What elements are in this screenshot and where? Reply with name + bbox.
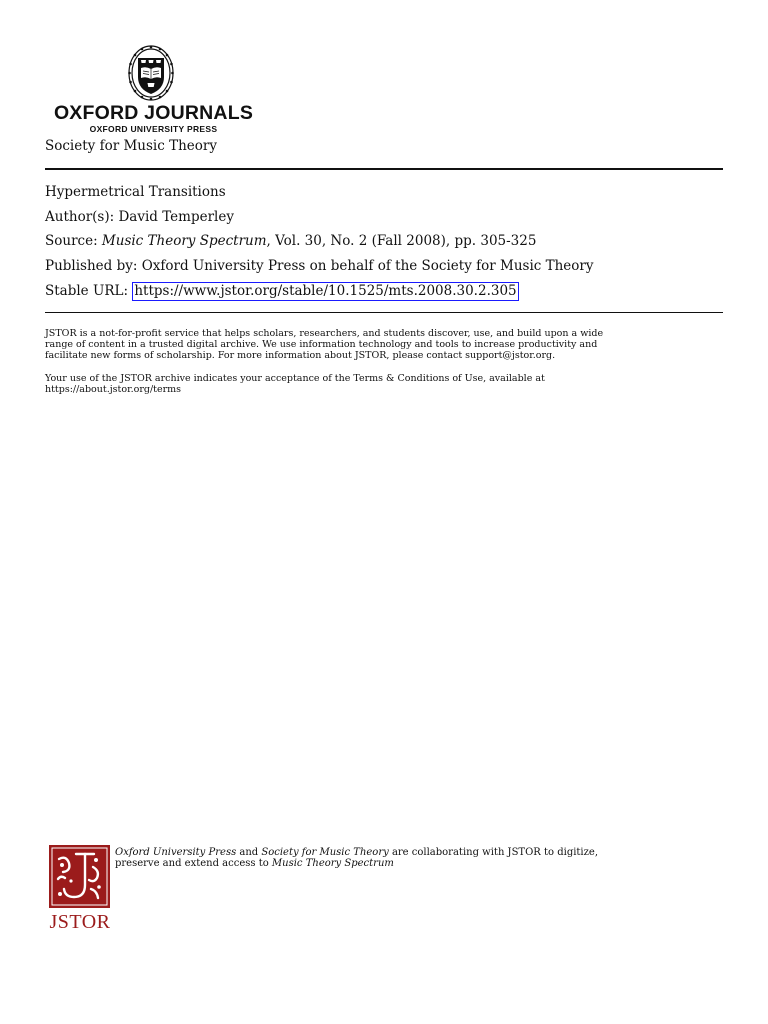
oxford-journals-logo bbox=[46, 44, 261, 136]
source-details: , Vol. 30, No. 2 (Fall 2008), pp. 305-325 bbox=[266, 233, 537, 249]
collaboration-notice bbox=[115, 847, 598, 869]
source-line bbox=[45, 232, 536, 250]
middle-divider bbox=[45, 312, 723, 313]
collab-and: and bbox=[236, 847, 262, 858]
collab-text: are collaborating with JSTOR to digitize, bbox=[388, 847, 598, 858]
article-title: Hypermetrical Transitions bbox=[45, 184, 226, 200]
oxford-crest-icon bbox=[127, 44, 175, 102]
published-value: Oxford University Press on behalf of the Society for Music Theory bbox=[141, 258, 594, 274]
authors-value: David Temperley bbox=[118, 209, 234, 225]
terms-notice: Your use of the JSTOR archive indicates your acceptance of the Terms & Conditions of Use, available at https://about.jstor.org/terms bbox=[45, 373, 545, 395]
stable-url-label: Stable URL: bbox=[45, 283, 129, 299]
authors-label: Author(s): bbox=[45, 209, 115, 225]
authors-line bbox=[45, 208, 234, 226]
source-journal: Music Theory Spectrum bbox=[101, 233, 267, 249]
collab-line-1 bbox=[115, 847, 598, 858]
jstor-about-notice: JSTOR is a not-for-profit service that helps scholars, researchers, and students discover, use, and build upon a wide range of content in a trusted digital archive. We use information technology and tools to increase productivity and facilitate new forms of scholarship. For more information about JSTOR, please contact support@jstor.org. bbox=[45, 328, 604, 361]
stable-url-line bbox=[45, 282, 519, 301]
collab-society: Society for Music Theory bbox=[261, 847, 389, 858]
source-label: Source: bbox=[45, 233, 98, 249]
collab-line2-prefix: preserve and extend access to bbox=[115, 858, 272, 869]
published-label: Published by: bbox=[45, 258, 138, 274]
publisher-subname: OXFORD UNIVERSITY PRESS bbox=[89, 124, 218, 134]
collab-publisher: Oxford University Press bbox=[115, 847, 237, 858]
jstor-logo bbox=[48, 845, 112, 935]
top-divider bbox=[45, 168, 723, 170]
jstor-wordmark: JSTOR bbox=[49, 911, 111, 933]
published-by-line bbox=[45, 257, 594, 275]
jstor-mark-icon bbox=[49, 845, 110, 908]
stable-url-link[interactable]: https://www.jstor.org/stable/10.1525/mts.2008.30.2.305 bbox=[134, 283, 517, 299]
collab-journal: Music Theory Spectrum bbox=[271, 858, 394, 869]
collab-line-2 bbox=[115, 858, 598, 869]
society-name: Society for Music Theory bbox=[45, 138, 217, 154]
publisher-name: OXFORD JOURNALS bbox=[53, 102, 254, 124]
